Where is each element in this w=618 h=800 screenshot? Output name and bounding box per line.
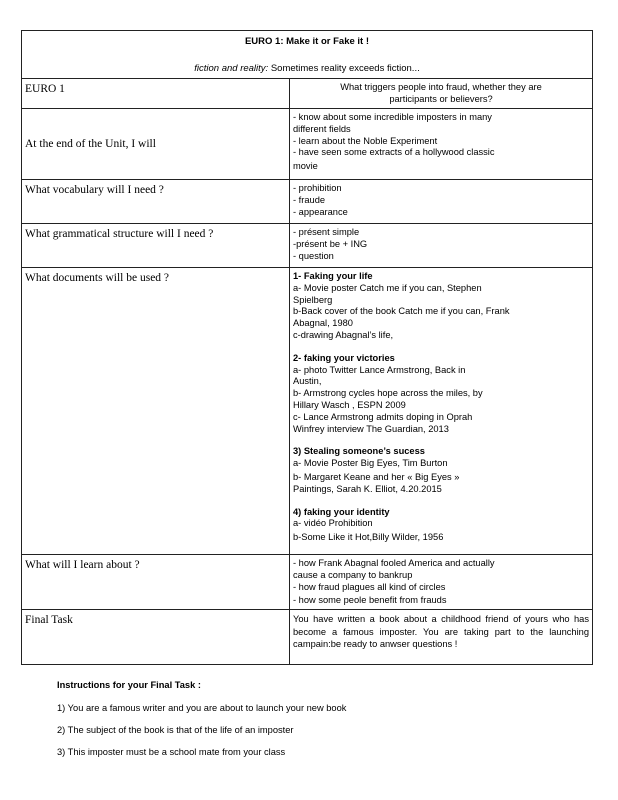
final-task-instructions: [57, 680, 346, 769]
content-line: - prohibition: [293, 183, 342, 193]
document-line: b- Margaret Keane and her « Big Eyes »: [293, 471, 460, 482]
row-label-unit: EURO 1: [22, 79, 290, 108]
unit-subtitle: [22, 63, 592, 74]
row-label-text: At the end of the Unit, I will: [25, 138, 156, 150]
document-line: Paintings, Sarah K. Elliot, 4.20.2015: [293, 483, 442, 494]
content-line: - question: [293, 250, 334, 261]
instruction-item: 2) The subject of the book is that of the life of an imposter: [57, 725, 294, 735]
document-group-title: 2- faking your victories: [293, 352, 395, 363]
document-group-title: 3) Stealing someone’s sucess: [293, 446, 425, 457]
row-content-final-task: You have written a book about a childhood friend of yours who has become a famous imposter. You are taking part to the launching campain:be ready to anwser questions !: [293, 614, 589, 649]
document-line: Austin,: [293, 376, 322, 387]
table-row-documents: [22, 268, 592, 555]
content-line: - how some peole benefit from frauds: [293, 595, 447, 606]
table-row-unit: [22, 79, 592, 109]
document-line: c-drawing Abagnal’s life,: [293, 329, 394, 340]
row-content-objectives: [290, 109, 592, 179]
document-line: a- Movie poster Catch me if you can, Stephen: [293, 282, 482, 293]
content-line: - appearance: [293, 206, 348, 217]
document-line: a- Movie Poster Big Eyes, Tim Burton: [293, 458, 448, 469]
subtitle-theme: fiction and reality:: [194, 63, 269, 74]
row-label-final-task: Final Task: [22, 610, 290, 664]
content-line: - how fraud plagues all kind of circles: [293, 581, 446, 592]
document-group: [293, 507, 589, 544]
document-group-title: 4) faking your identity: [293, 506, 390, 517]
unit-title: EURO 1: Make it or Fake it !: [244, 36, 370, 47]
table-row-grammar: [22, 224, 592, 268]
document-group: [293, 271, 589, 342]
row-content-unit: [290, 79, 592, 108]
content-line: - have seen some extracts of a hollywood classic: [293, 147, 495, 158]
document-line: b-Back cover of the book Catch me if you can, Frank: [293, 306, 510, 317]
row-label-learn: What will I learn about ?: [22, 555, 290, 609]
instruction-item: 1) You are a famous writer and you are about to launch your new book: [57, 703, 347, 713]
content-line: - know about some incredible imposters in many: [293, 112, 492, 122]
document-line: b-Some Like it Hot,Billy Wilder, 1956: [293, 532, 444, 543]
content-line: - fraude: [293, 194, 326, 205]
instructions-heading: Instructions for your Final Task :: [57, 680, 201, 690]
document-line: c- Lance Armstrong admits doping in Oprah: [293, 411, 473, 422]
document-line: a- photo Twitter Lance Armstrong, Back in: [293, 364, 466, 375]
row-content-vocabulary: [290, 180, 592, 223]
document-group: [293, 353, 589, 436]
document-group: [293, 446, 589, 495]
table-row-learn: [22, 555, 592, 610]
document-line: Hillary Wasch , ESPN 2009: [293, 399, 406, 410]
content-line: - présent simple: [293, 227, 360, 237]
row-content-learn: [290, 555, 592, 609]
row-label-objectives: [22, 109, 290, 179]
content-line: movie: [293, 161, 318, 172]
row-label-vocabulary: What vocabulary will I need ?: [22, 180, 290, 223]
row-content-documents: [290, 268, 592, 554]
content-line: - how Frank Abagnal fooled America and actually: [293, 558, 495, 568]
document-line: b- Armstrong cycles hope across the miles, by: [293, 388, 483, 399]
document-line: a- vidéo Prohibition: [293, 518, 373, 529]
document-line: Spielberg: [293, 294, 333, 305]
document-line: Winfrey interview The Guardian, 2013: [293, 423, 449, 434]
table-row-objectives: [22, 109, 592, 180]
unit-plan-table: [21, 30, 593, 665]
table-row-final-task: [22, 610, 592, 664]
row-label-documents: What documents will be used ?: [22, 268, 290, 554]
content-line: different fields: [293, 123, 351, 134]
content-line: What triggers people into fraud, whether they are: [340, 82, 542, 92]
row-label-grammar: What grammatical structure will I need ?: [22, 224, 290, 267]
content-line: - learn about the Noble Experiment: [293, 135, 438, 146]
content-line: -présent be + ING: [293, 238, 368, 249]
table-row-vocabulary: [22, 180, 592, 224]
subtitle-text: Sometimes reality exceeds fiction...: [268, 63, 420, 74]
row-content-grammar: [290, 224, 592, 267]
document-line: Abagnal, 1980: [293, 318, 353, 329]
document-group-title: 1- Faking your life: [293, 271, 373, 281]
content-line: participants or believers?: [389, 93, 493, 104]
title-row: [22, 31, 592, 79]
instruction-item: 3) This imposter must be a school mate from your class: [57, 747, 286, 757]
content-line: cause a company to bankrup: [293, 569, 413, 580]
